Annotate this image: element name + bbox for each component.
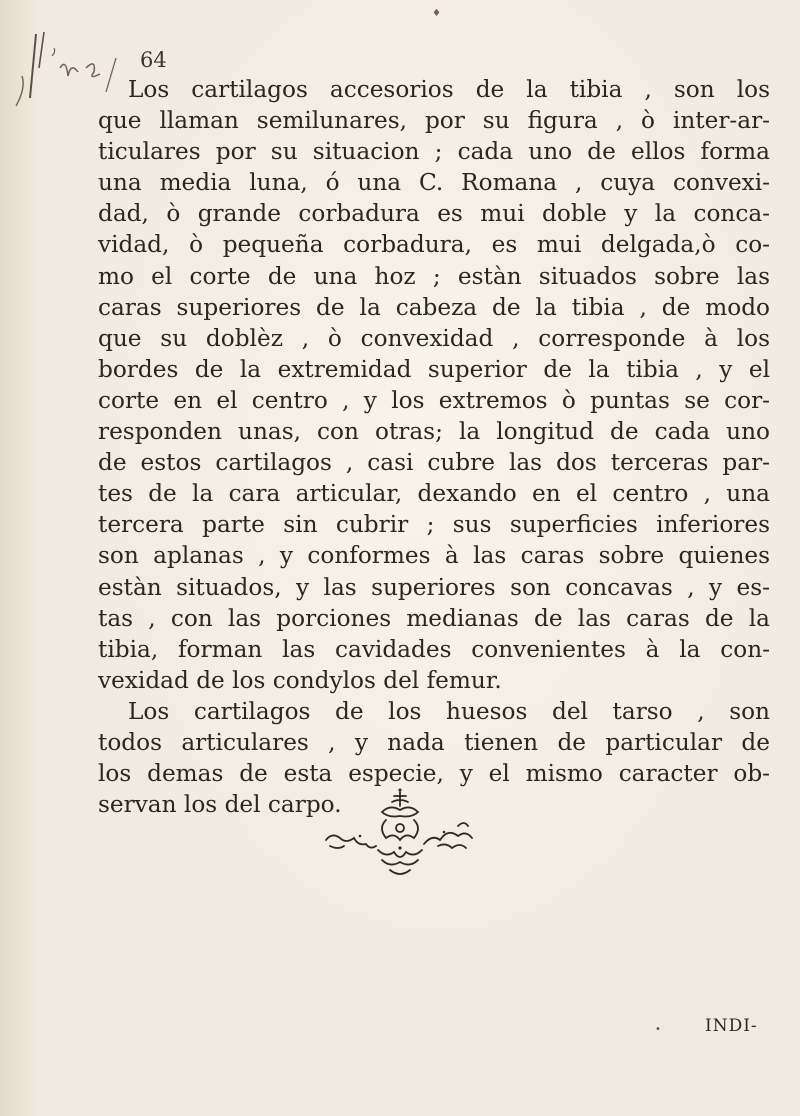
text-line: corte en el centro , y los extremos ò puntas se cor-	[98, 386, 770, 414]
text-line: una media luna, ó una C. Romana , cuya convexi-	[98, 169, 770, 197]
text-line: Los cartilagos accesorios de la tibia , son los	[128, 76, 770, 103]
text-line: de estos cartilagos , casi cubre las dos terceras par-	[98, 449, 770, 477]
text-line: dad, ò grande corbadura es mui doble y la conca-	[98, 200, 770, 228]
text-line: bordes de la extremidad superior de la tibia , y el	[98, 355, 770, 383]
text-line: que su doblèz , ò convexidad , corresponde à los	[98, 324, 770, 352]
text-line: vidad, ò pequeña corbadura, es mui delgada,ò co-	[98, 231, 770, 259]
text-line: vexidad de los condylos del femur.	[98, 666, 502, 694]
text-line: ticulares por su situacion ; cada uno de ellos forma	[98, 138, 770, 166]
text-line: que llaman semilunares, por su figura , ò inter-ar-	[98, 107, 770, 135]
ink-speck: ♦	[432, 8, 441, 19]
ink-speck: •	[655, 1024, 661, 1035]
text-line: tercera parte sin cubrir ; sus superficies inferiores	[98, 511, 770, 539]
body-text	[98, 74, 770, 820]
text-line: los demas de esta especie, y el mismo caracter ob-	[98, 760, 770, 788]
text-line: todos articulares , y nada tienen de particular de	[98, 728, 770, 756]
text-line: tas , con las porciones medianas de las caras de la	[98, 604, 770, 632]
text-line: servan los del carpo.	[98, 791, 342, 819]
text-line: tibia, forman las cavidades convenientes à la con-	[98, 635, 770, 663]
printers-ornament	[320, 788, 480, 880]
paragraph-1	[98, 74, 770, 696]
catchword: INDI-	[705, 1016, 758, 1036]
text-line: estàn situados, y las superiores son concavas , y es-	[98, 573, 770, 601]
text-line: son aplanas , y conformes à las caras sobre quienes	[98, 542, 770, 570]
text-line: responden unas, con otras; la longitud de cada uno	[98, 418, 770, 446]
text-line: caras superiores de la cabeza de la tibia , de modo	[98, 293, 770, 321]
text-line: tes de la cara articular, dexando en el centro , una	[98, 480, 770, 508]
page-number: 64	[140, 48, 167, 72]
text-line: mo el corte de una hoz ; estàn situados sobre las	[98, 262, 770, 290]
text-line: Los cartilagos de los huesos del tarso , son	[128, 697, 770, 725]
